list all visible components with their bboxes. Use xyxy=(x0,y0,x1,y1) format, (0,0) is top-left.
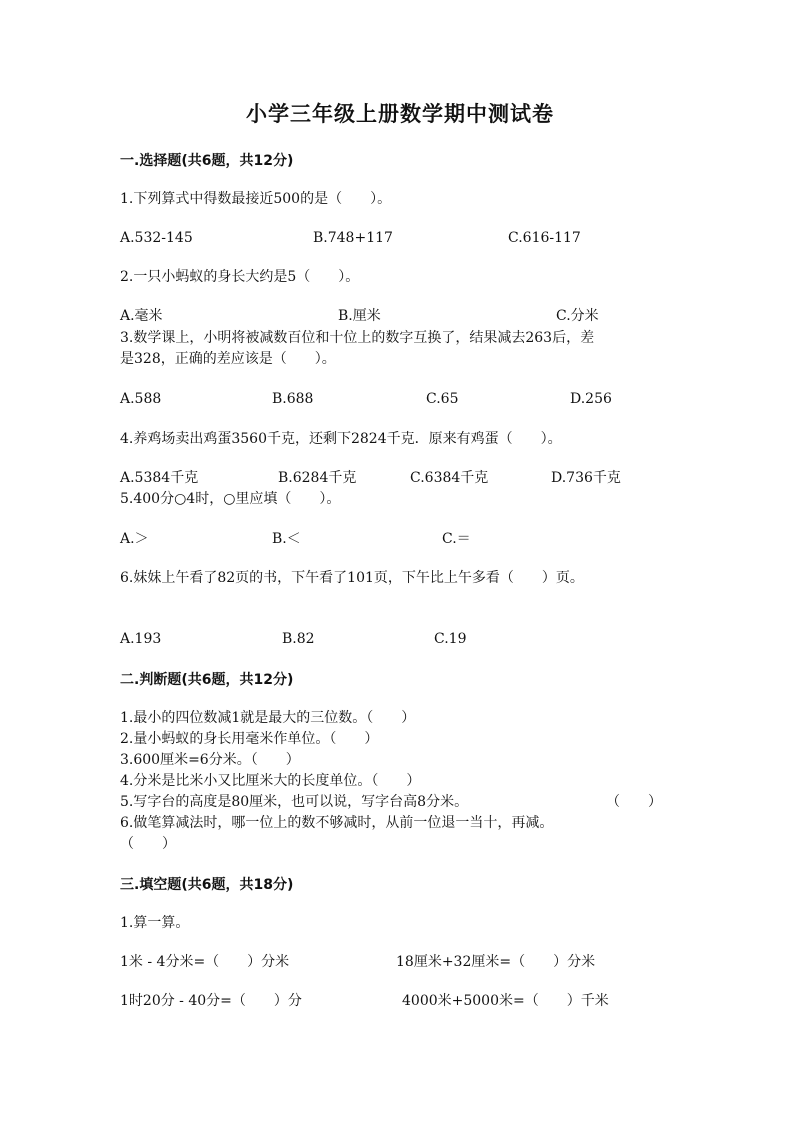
judge-answer-paren: （ ） xyxy=(606,794,662,810)
judge-item: 2.量小蚂蚁的身长用毫米作单位。（ ） xyxy=(120,731,379,747)
option-c: C.65 xyxy=(426,391,459,407)
option-b: B.厘米 xyxy=(338,308,381,324)
question-stem: 4.养鸡场卖出鸡蛋3560千克，还剩下2824千克．原来有鸡蛋（ ）。 xyxy=(120,431,562,447)
question-stem: 5.400分○4时，○里应填（ ）。 xyxy=(120,491,341,507)
option-a: A.5384千克 xyxy=(120,470,199,486)
option-c: C.6384千克 xyxy=(410,470,489,486)
section-heading-choice: 一.选择题(共6题，共12分) xyxy=(120,153,294,169)
judge-item-line2: （ ） xyxy=(120,836,176,852)
fill-question: 1.算一算。 xyxy=(120,915,190,931)
section-heading-judge: 二.判断题(共6题，共12分) xyxy=(120,672,294,688)
option-b: B.82 xyxy=(282,631,315,647)
judge-item: 5.写字台的高度是80厘米，也可以说，写字台高8分米。 xyxy=(120,794,469,810)
judge-item-line1: 6.做笔算减法时，哪一位上的数不够减时，从前一位退一当十，再减。 xyxy=(120,815,554,831)
option-d: D.736千克 xyxy=(551,470,621,486)
question-stem: 1.下列算式中得数最接近500的是（ ）。 xyxy=(120,191,392,207)
option-c: C.19 xyxy=(434,631,467,647)
question-stem: 6.妹妹上午看了82页的书，下午看了101页，下午比上午多看（ ）页。 xyxy=(120,570,584,586)
fill-item: 4000米+5000米=（ ）千米 xyxy=(402,993,609,1009)
option-a: A.毫米 xyxy=(120,308,163,324)
judge-item: 3.600厘米=6分米。（ ） xyxy=(120,752,300,768)
page-title: 小学三年级上册数学期中测试卷 xyxy=(246,101,554,126)
fill-item: 18厘米+32厘米=（ ）分米 xyxy=(396,954,596,970)
option-b: B.＜ xyxy=(272,531,301,547)
question-stem-line1: 3.数学课上，小明将被减数百位和十位上的数字互换了，结果减去263后，差 xyxy=(120,330,595,346)
option-a: A.193 xyxy=(120,631,162,647)
section-heading-fill: 三.填空题(共6题，共18分) xyxy=(120,877,294,893)
option-d: D.256 xyxy=(570,391,612,407)
option-b: B.6284千克 xyxy=(278,470,357,486)
option-c: C.＝ xyxy=(442,531,471,547)
option-a: A.588 xyxy=(120,391,162,407)
option-a: A.532-145 xyxy=(120,230,193,246)
option-c: C.分米 xyxy=(556,308,599,324)
question-stem: 2.一只小蚂蚁的身长大约是5（ ）。 xyxy=(120,269,360,285)
fill-item: 1时20分 - 40分=（ ）分 xyxy=(120,993,302,1009)
judge-item: 4.分米是比米小又比厘米大的长度单位。（ ） xyxy=(120,773,421,789)
judge-item: 1.最小的四位数减1就是最大的三位数。（ ） xyxy=(120,710,416,726)
question-stem-line2: 是328，正确的差应该是（ ）。 xyxy=(120,351,336,367)
fill-item: 1米 - 4分米=（ ）分米 xyxy=(120,954,290,970)
option-c: C.616-117 xyxy=(508,230,581,246)
option-b: B.748+117 xyxy=(313,230,393,246)
option-b: B.688 xyxy=(272,391,314,407)
option-a: A.＞ xyxy=(120,531,149,547)
